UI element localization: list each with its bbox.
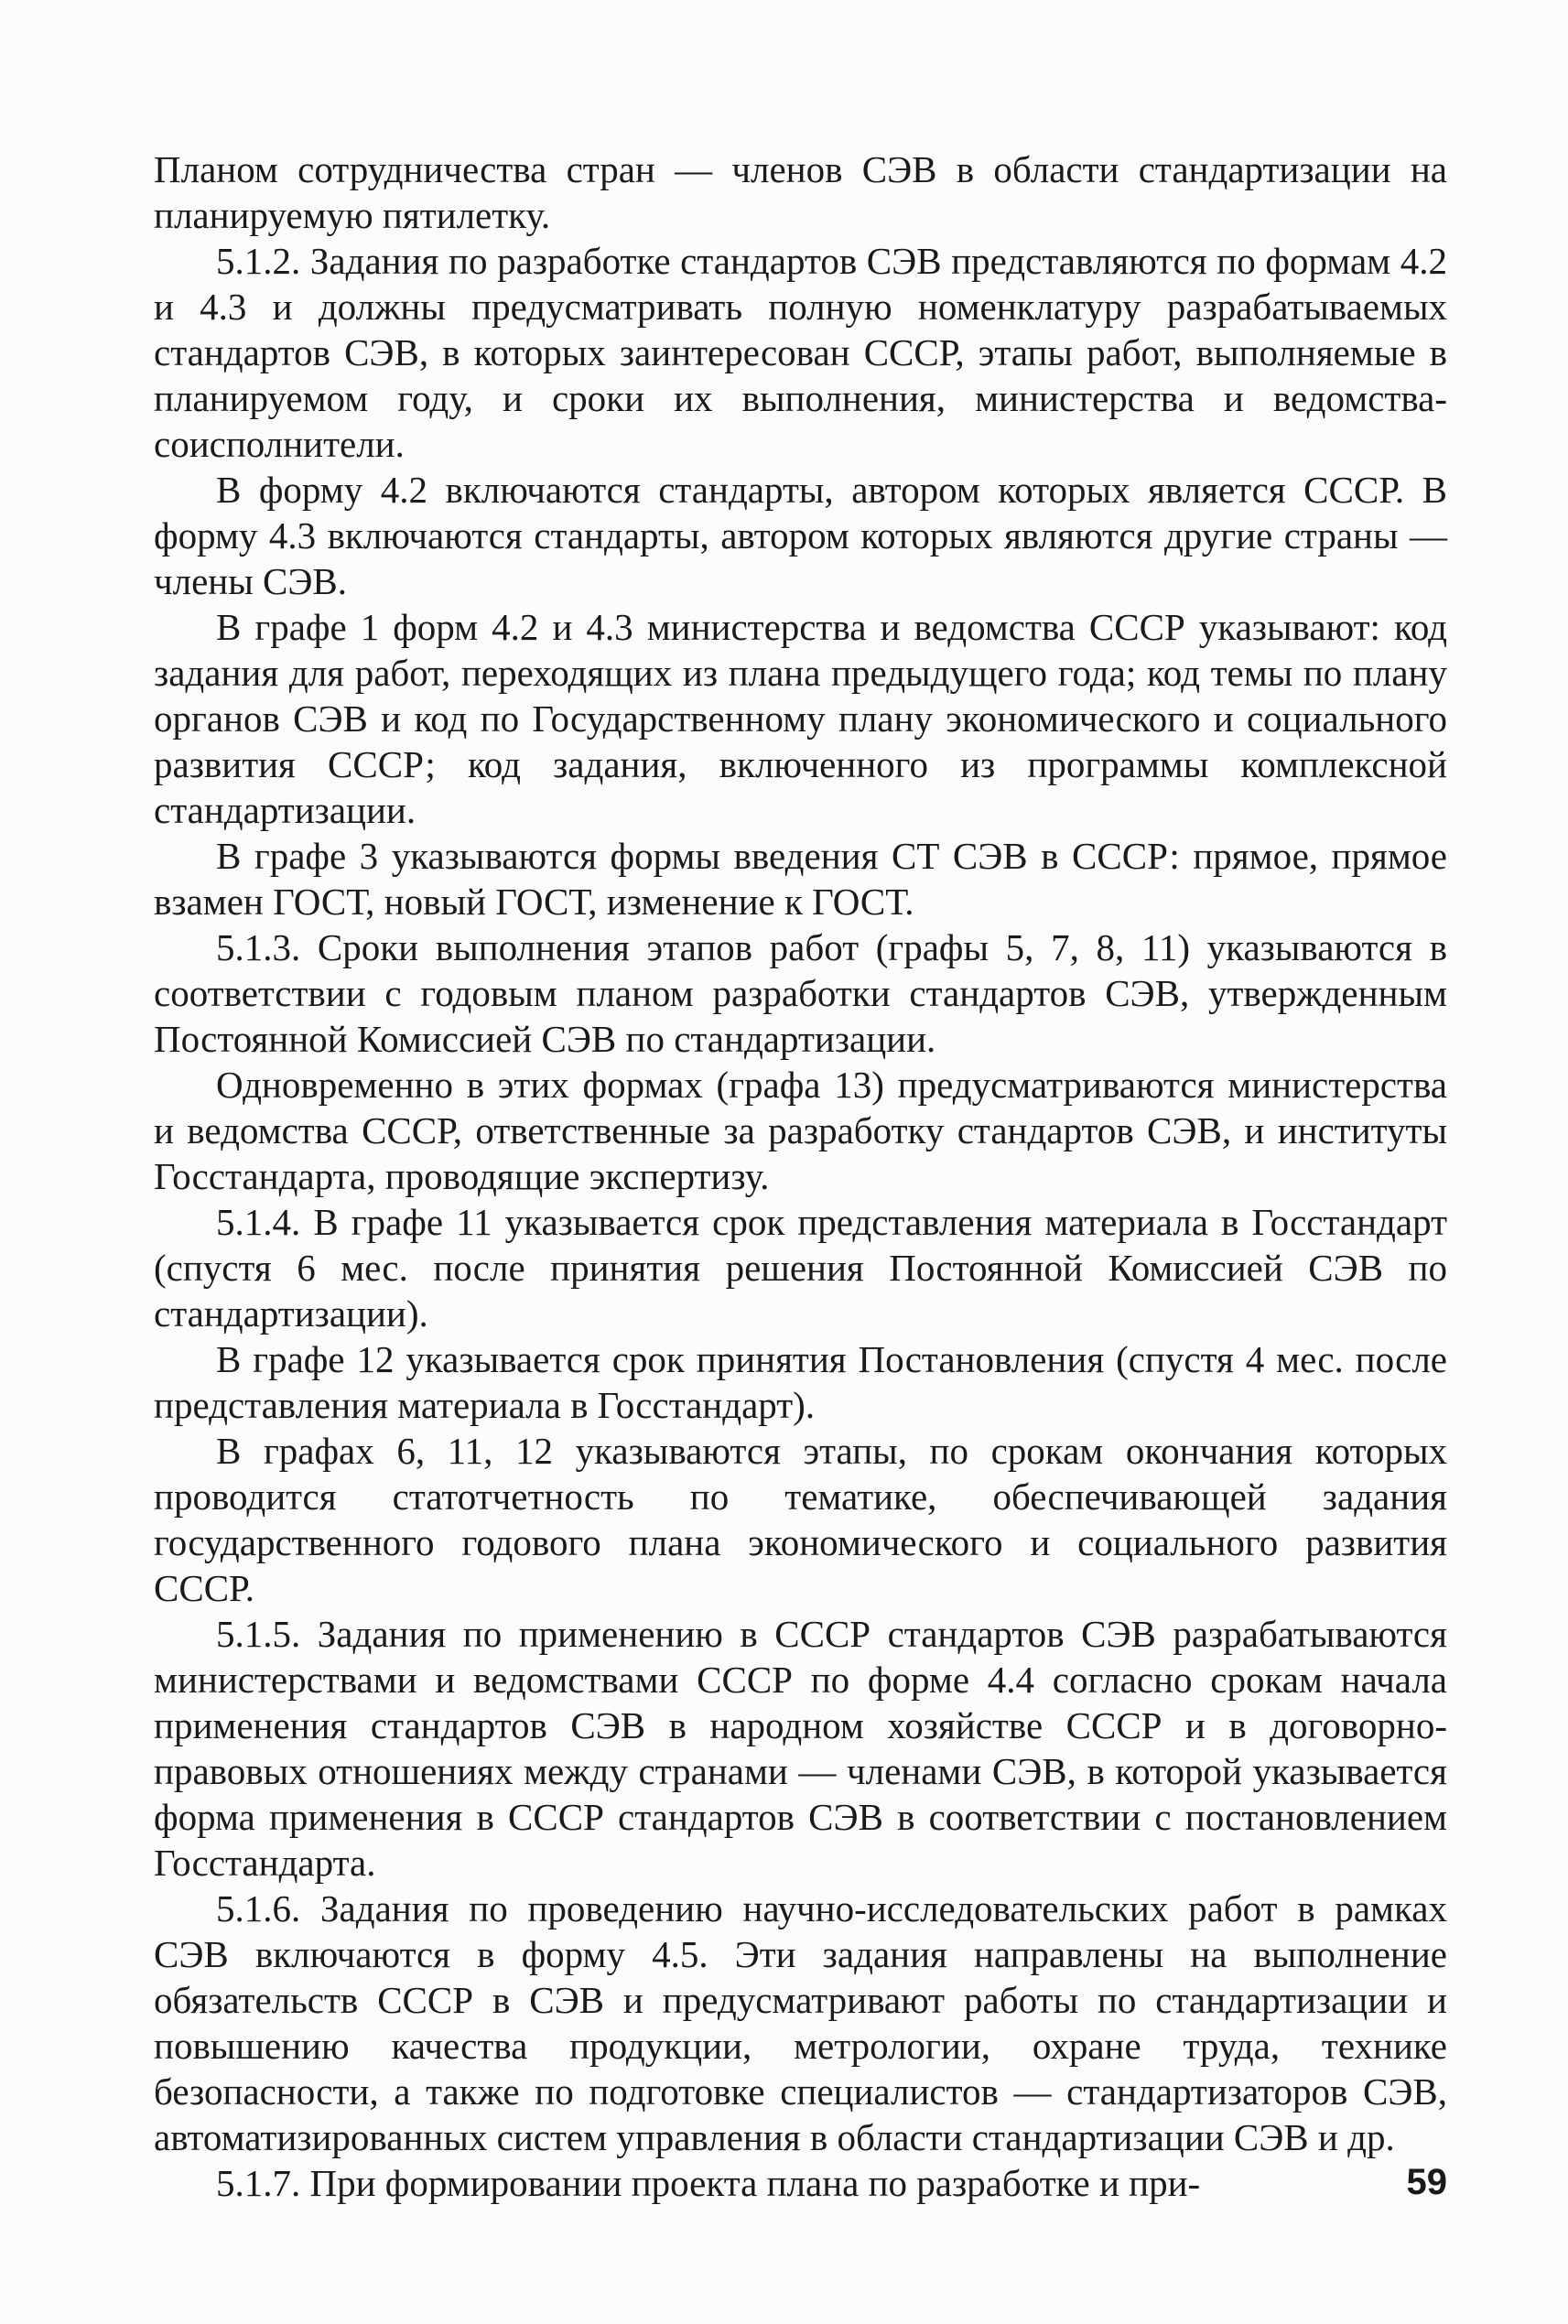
paragraph: 5.1.7. При формировании проекта плана по разработке и при- — [216, 2162, 1201, 2204]
paragraph: В форму 4.2 включаются стандарты, автором которых является СССР. В форму 4.3 включаются стандарты, автором которых являются другие страны — члены СЭВ. — [154, 469, 1447, 602]
paragraph: 5.1.2. Задания по разработке стандартов СЭВ представляются по формам 4.2 и 4.3 и должны предусматривать полную номенклатуру разрабатываемых стандартов СЭВ, в которых заинтересован СССР, этапы работ, выполняемые в планируемом году, и сроки их выполнения, министерства и ведомства-соисполнители. — [154, 240, 1447, 465]
paragraph: Одновременно в этих формах (графа 13) предусматриваются министерства и ведомства СССР, ответственные за разработку стандартов СЭВ, и институты Госстандарта, проводящие экспертизу. — [154, 1064, 1447, 1197]
paragraph: В графе 1 форм 4.2 и 4.3 министерства и ведомства СССР указывают: код задания для работ, переходящих из плана предыдущего года; код темы по плану органов СЭВ и код по Государственному плану экономического и социального развития СССР; код задания, включенного из программы комплексной стандартизации. — [154, 606, 1447, 831]
paragraph: 5.1.6. Задания по проведению научно-исследовательских работ в рамках СЭВ включаются в форму 4.5. Эти задания направлены на выполнение обязательств СССР в СЭВ и предусматривают работы по стандартизации и повышению качества продукции, метрологии, охране труда, технике безопасности, а также по подготовке специалистов — стандартизаторов СЭВ, автоматизированных систем управления в области стандартизации СЭВ и др. — [154, 1887, 1447, 2158]
paragraph: Планом сотрудничества стран — членов СЭВ в области стандартизации на планируемую пятилетку. — [154, 148, 1447, 236]
paragraph: 5.1.4. В графе 11 указывается срок представления материала в Госстандарт (спустя 6 мес. после принятия решения Постоянной Комиссией СЭВ по стандартизации). — [154, 1201, 1447, 1335]
paragraph: 5.1.5. Задания по применению в СССР стандартов СЭВ разрабатываются министерствами и ведомствами СССР по форме 4.4 согласно срокам начала применения стандартов СЭВ в народном хозяйстве СССР и в договорно-правовых отношениях между странами — членами СЭВ, в которой указывается форма применения в СССР стандартов СЭВ в соответствии с постановлением Госстандарта. — [154, 1613, 1447, 1884]
paragraph: В графе 3 указываются формы введения СТ СЭВ в СССР: прямое, прямое взамен ГОСТ, новый ГОСТ, изменение к ГОСТ. — [154, 835, 1447, 923]
paragraph: 5.1.3. Сроки выполнения этапов работ (графы 5, 7, 8, 11) указываются в соответствии с годовым планом разработки стандартов СЭВ, утвержденным Постоянной Комиссией СЭВ по стандартизации. — [154, 926, 1447, 1060]
page-number: 59 — [1406, 2162, 1447, 2202]
body-text — [154, 146, 1447, 2206]
paragraph: В графах 6, 11, 12 указываются этапы, по срокам окончания которых проводится статотчетность по тематике, обеспечивающей задания государственного годового плана экономического и социального развития СССР. — [154, 1430, 1447, 1609]
paragraph: В графе 12 указывается срок принятия Постановления (спустя 4 мес. после представления материала в Госстандарт). — [154, 1338, 1447, 1426]
